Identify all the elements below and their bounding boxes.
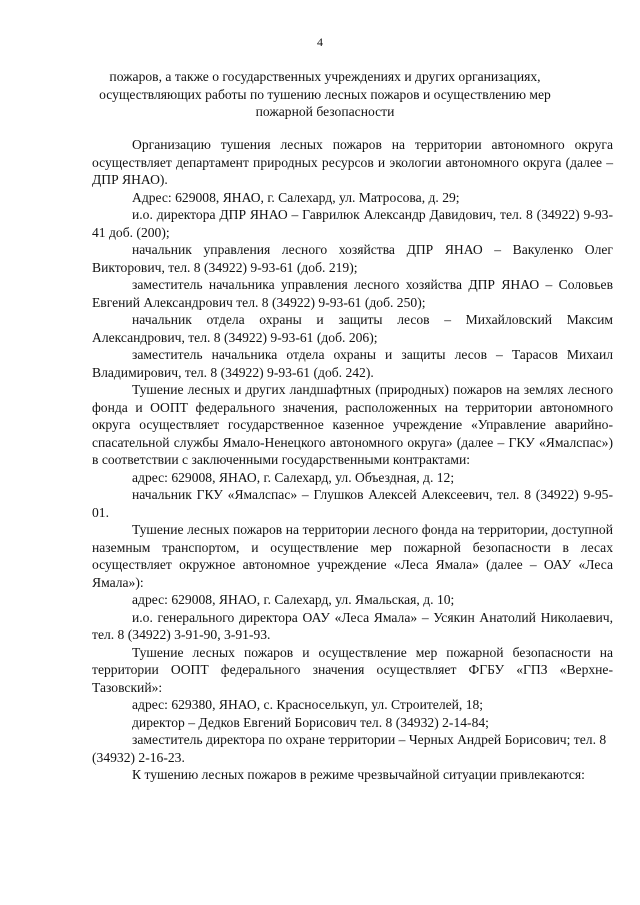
paragraph-organization: Тушение лесных пожаров и осуществление мер пожарной безопасности на территории ООПТ федерального значения осуществляет ФГБУ «ГПЗ «Верхне-Тазовский»:	[92, 644, 613, 695]
heading-line: пожарной безопасности	[255, 104, 395, 119]
paragraph-contact: начальник ГКУ «Ямалспас» – Глушков Алексей Алексеевич, тел. 8 (34922) 9-95-01.	[92, 487, 613, 520]
heading-line: пожаров, а также о государственных учреждениях и других организациях,	[109, 69, 541, 84]
document-body	[92, 136, 613, 784]
paragraph-address: Адрес: 629008, ЯНАО, г. Салехард, ул. Матросова, д. 29;	[132, 189, 460, 205]
page-number: 4	[317, 35, 323, 49]
paragraph-contact: заместитель начальника управления лесного хозяйства ДПР ЯНАО – Соловьев Евгений Александрович тел. 8 (34922) 9-93-61 (доб. 250);	[92, 277, 613, 310]
paragraph-contact: и.о. генерального директора ОАУ «Леса Ямала» – Усякин Анатолий Николаевич, тел. 8 (34922) 3-91-90, 3-91-93.	[92, 609, 613, 642]
paragraph-organization: Тушение лесных и других ландшафтных (природных) пожаров на землях лесного фонда и ООПТ федерального значения, расположенных на территории автономного округа осуществляет государственное казенное учреждение «Управление аварийно-спасательной службы Ямало-Ненецкого автономного округа» (далее – ГКУ «Ямалспас») в соответствии с заключенными государственными контрактами:	[92, 382, 613, 467]
paragraph-intro: Организацию тушения лесных пожаров на территории автономного округа осуществляет департамент природных ресурсов и экологии автономного округа (далее – ДПР ЯНАО).	[92, 137, 613, 187]
paragraph-closing: К тушению лесных пожаров в режиме чрезвычайной ситуации привлекаются:	[132, 767, 585, 782]
section-heading	[70, 68, 580, 121]
paragraph-address: адрес: 629380, ЯНАО, с. Красноселькуп, ул. Строителей, 18;	[132, 697, 484, 712]
paragraph-contact: и.о. директора ДПР ЯНАО – Гаврилюк Александр Давидович, тел. 8 (34922) 9-93-41 доб. (200);	[92, 207, 613, 240]
paragraph-contact: начальник управления лесного хозяйства ДПР ЯНАО – Вакуленко Олег Викторович, тел. 8 (34922) 9-93-61 (доб. 219);	[92, 242, 613, 275]
paragraph-contact: заместитель директора по охране территории – Черных Андрей Борисович; тел. 8 (34932) 2-16-23.	[92, 732, 607, 765]
paragraph-contact: директор – Дедков Евгений Борисович тел. 8 (34932) 2-14-84;	[132, 714, 489, 730]
paragraph-contact: начальник отдела охраны и защиты лесов – Михайловский Максим Александрович, тел. 8 (34922) 9-93-61 (доб. 206);	[92, 312, 613, 345]
paragraph-address: адрес: 629008, ЯНАО, г. Салехард, ул. Ямальская, д. 10;	[132, 592, 455, 607]
paragraph-organization: Тушение лесных пожаров на территории лесного фонда на территории, доступной наземным транспортом, и осуществление мер пожарной безопасности в лесах осуществляет окружное автономное учреждение «Леса Ямала» (далее – ОАУ «Леса Ямала»):	[92, 522, 613, 590]
paragraph-address: адрес: 629008, ЯНАО, г. Салехард, ул. Объездная, д. 12;	[132, 469, 455, 485]
paragraph-contact: заместитель начальника отдела охраны и защиты лесов – Тарасов Михаил Владимирович, тел. 8 (34922) 9-93-61 (доб. 242).	[92, 347, 613, 380]
heading-line: осуществляющих работы по тушению лесных пожаров и осуществлению мер	[99, 86, 551, 102]
